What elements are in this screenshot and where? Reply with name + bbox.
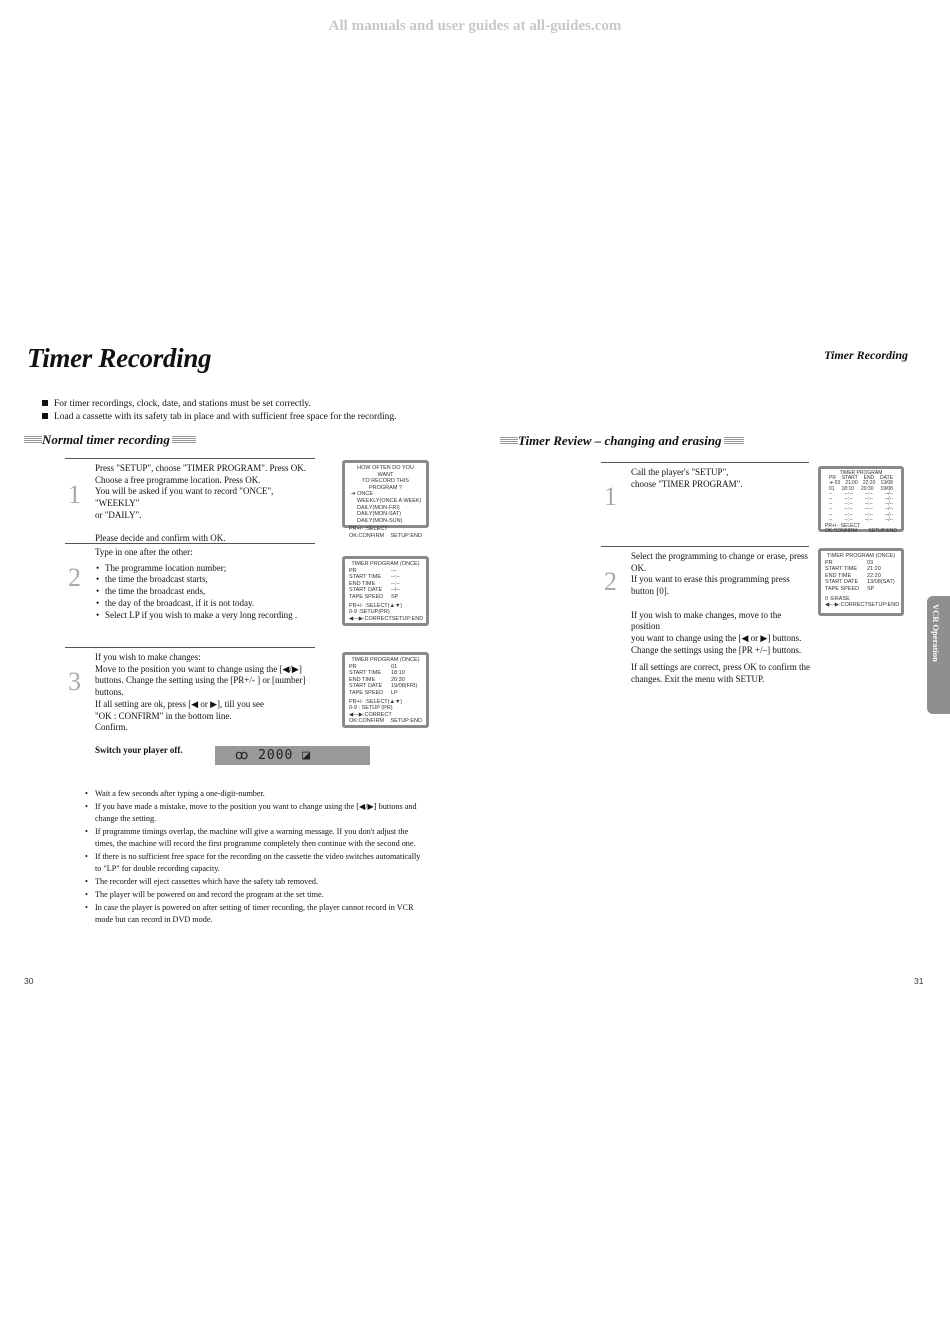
side-tab-label: VCR Operation — [931, 604, 941, 662]
timer-list-row: -- --:-- --:-- --/-- — [829, 501, 893, 508]
step-number: 2 — [604, 567, 617, 596]
osd-screen-timer-filled: TIMER PROGRAM (ONCE) PR 01 START TIME 18:10 END TIME 20:30 START DATE 19/08(FRI) TAPE SPEED LP PR+/- :SELECT(▲▼) 0-9 : SETUP (PR) ◀---▶:CORRECT OK:CONFIRM SETUP:END — [342, 652, 429, 728]
note-item: • Wait a few seconds after typing a one-digit-number. — [95, 788, 425, 800]
heading-bar — [172, 436, 196, 443]
step-text: Press "SETUP", choose "TIMER PROGRAM". Press OK. Choose a free programme location. Press OK. You will be asked if you want to record "ONCE", "WEEKLY" or "DAILY". Please decide and confirm with OK. — [95, 463, 306, 544]
timer-list-row: -- --:-- --:-- --/-- — [829, 506, 893, 513]
square-bullet-icon — [42, 400, 48, 406]
heading-bar — [500, 437, 518, 444]
note-item: • The player will be powered on and record the program at the set time. — [95, 889, 425, 901]
step-number: 2 — [68, 563, 81, 592]
step-text: If you wish to make changes: Move to the position you want to change using the [◀/▶] buttons. Change the setting using the [PR+/- ] or [number] buttons. If all setting are ok, press [◀ or ▶], till you see "OK : CONFIRM" in the bottom line. Confirm. — [95, 652, 306, 733]
switch-off-label: Switch your player off. — [95, 745, 183, 755]
watermark: All manuals and user guides at all-guides.com — [328, 18, 622, 34]
divider — [601, 462, 809, 463]
divider — [65, 647, 315, 648]
timer-list-row: ➜ 03 21:00 22:20 13/08 — [829, 480, 893, 487]
timer-list-row: -- --:-- --:-- --/-- — [829, 516, 893, 523]
timer-list-row: 01 18:10 20:30 19/08 — [829, 485, 893, 492]
timer-list-row: -- --:-- --:-- --/-- — [829, 496, 893, 503]
running-header: Timer Recording — [824, 348, 908, 362]
step-number: 3 — [68, 667, 81, 696]
note-item: • The recorder will eject cassettes which have the safety tab removed. — [95, 876, 425, 888]
divider — [65, 543, 315, 544]
vcr-display-readout: ꝏ 2000 ◪ — [235, 748, 312, 763]
osd-screen-timer-empty: TIMER PROGRAM (ONCE) PR --- START TIME --:-- END TIME --:-- START DATE --/-- TAPE SPEED SP PR+/- :SELECT(▲▼) 0-9 :SETUP(PR) ◀---▶:CORRECT SETUP:END — [342, 556, 429, 626]
section-heading-normal: Normal timer recording — [24, 432, 196, 448]
osd-screen-timer-erase: TIMER PROGRAM (ONCE) PR 03 START TIME 21:20 END TIME 22:20 START DATE 13/08(SAT) TAPE SPEED SP 0 :ERASE ◀---▶:CORRECT SETUP:END — [818, 548, 904, 616]
timer-list-row: -- --:-- --:-- --/-- — [829, 490, 893, 497]
section-side-tab — [927, 596, 950, 714]
square-bullet-icon — [42, 413, 48, 419]
step-number: 1 — [68, 480, 81, 509]
section-heading-review: Timer Review – changing and erasing — [500, 433, 744, 449]
page-title: Timer Recording — [27, 343, 212, 373]
step-text: Select the programming to change or erase, press OK. If you want to erase this programming press button [0]. If you wish to make changes, move to the position you want to change using the [◀ or ▶] buttons. Change the settings using the [PR +/–] buttons. If all settings are correct, press OK to confirm the changes. Exit the menu with SETUP. — [631, 551, 810, 685]
heading-bar — [724, 437, 744, 444]
timer-list-row: -- --:-- --:-- --/-- — [829, 511, 893, 518]
step-text: Call the player's "SETUP", choose "TIMER PROGRAM". — [631, 467, 743, 489]
osd-screen-how-often: HOW OFTEN DO YOU WANT TO RECORD THIS PROGRAM ? ➜ ONCE WEEKLY(ONCE A WEEK) DAILY(MON-FRI) DAILY(MON-SAT) DAILY(MON-SUN) PR+/- :SELECT OK:CONFIRM SETUP:END — [342, 460, 429, 528]
intro-item: For timer recordings, clock, date, and stations must be set correctly. — [42, 399, 311, 409]
divider — [65, 458, 315, 459]
step-text: Type in one after the other: • The programme location number; • the time the broadcast starts, • the time the broadcast ends, • the day of the broadcast, if it is not today. • Select LP if you wish to make a very long recording . — [95, 547, 317, 621]
notes-list — [85, 788, 425, 927]
note-item: • If there is no sufficient free space for the recording on the cassette the video switches automatically to "LP" for double recording capacity. — [95, 851, 425, 874]
page-number-right: 31 — [914, 976, 924, 986]
step-number: 1 — [604, 482, 617, 511]
intro-item: Load a cassette with its safety tab in place and with sufficient free space for the recording. — [42, 412, 396, 422]
vcr-display-panel — [215, 746, 370, 765]
page-number-left: 30 — [24, 976, 34, 986]
note-item: • In case the player is powered on after setting of timer recording, the player cannot record in VCR mode but can record in DVD mode. — [95, 902, 425, 925]
divider — [601, 546, 809, 547]
note-item: • If programme timings overlap, the machine will give a warning message. If you don't adjust the times, the machine will record the first programme completely then continue with the second one. — [95, 826, 425, 849]
osd-screen-timer-list: TIMER PROGRAM PR START END DATE ➜ 03 21:00 22:20 13/08 01 18:10 20:30 19/08 -- --:-- --:-- --/-- -- --:-- --:-- --/-- -- --:-- --:-- --/-- -- --:-- --:-- --/-- -- --:-- --:-- --/-- -- --:-- --:-- --/-- PR+/- :SELECT OK:CONFIRM SETUP:END — [818, 466, 904, 532]
heading-bar — [24, 436, 42, 443]
note-item: • If you have made a mistake, move to the position you want to change using the [◀/▶] buttons and change the setting. — [95, 801, 425, 824]
